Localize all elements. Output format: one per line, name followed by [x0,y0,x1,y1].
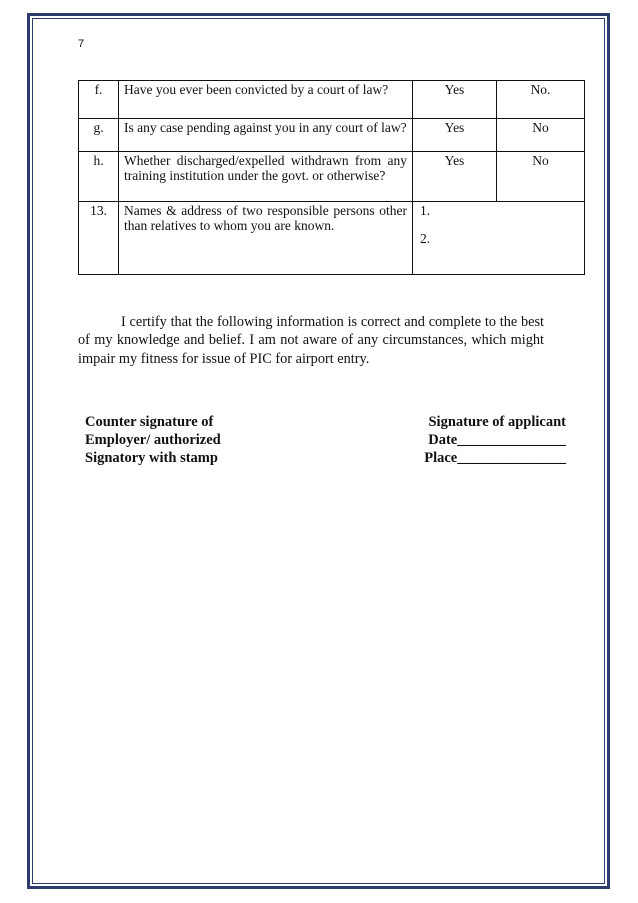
signatory-stamp-label: Signatory with stamp [85,450,218,466]
row-question: Whether discharged/expelled withdrawn from any training institution under the govt. or otherwise? [119,152,413,202]
page-number: 7 [78,38,85,50]
row-number: g. [79,119,119,152]
place-field: Place_______________ [424,450,566,466]
row-number: f. [79,81,119,119]
counter-signature-label: Counter signature of [85,414,214,430]
yes-option: Yes [413,119,497,152]
table-row [79,81,585,119]
yes-option: Yes [413,152,497,202]
no-option: No [497,119,585,152]
no-option: No [497,152,585,202]
row-number: h. [79,152,119,202]
employer-authorized-label: Employer/ authorized [85,432,221,448]
references-cell [413,202,585,275]
date-field: Date_______________ [428,432,566,448]
yes-option: Yes [413,81,497,119]
table-row [79,119,585,152]
reference-entry-2: 2. [420,231,431,246]
row-question: Have you ever been convicted by a court of law? [119,81,413,119]
table-row [79,202,585,275]
questionnaire-table [78,80,585,275]
row-question: Names & address of two responsible persons other than relatives to whom you are known. [119,202,413,275]
table-row [79,152,585,202]
no-option: No. [497,81,585,119]
certification-statement: I certify that the following information is correct and complete to the best of my knowledge and belief. I am not aware of any circumstances, which might impair my fitness for issue of PIC for airport entry. [78,314,544,367]
row-question: Is any case pending against you in any court of law? [119,119,413,152]
reference-entry-1: 1. [420,203,431,218]
row-number: 13. [79,202,119,275]
applicant-signature-label: Signature of applicant [428,414,566,430]
